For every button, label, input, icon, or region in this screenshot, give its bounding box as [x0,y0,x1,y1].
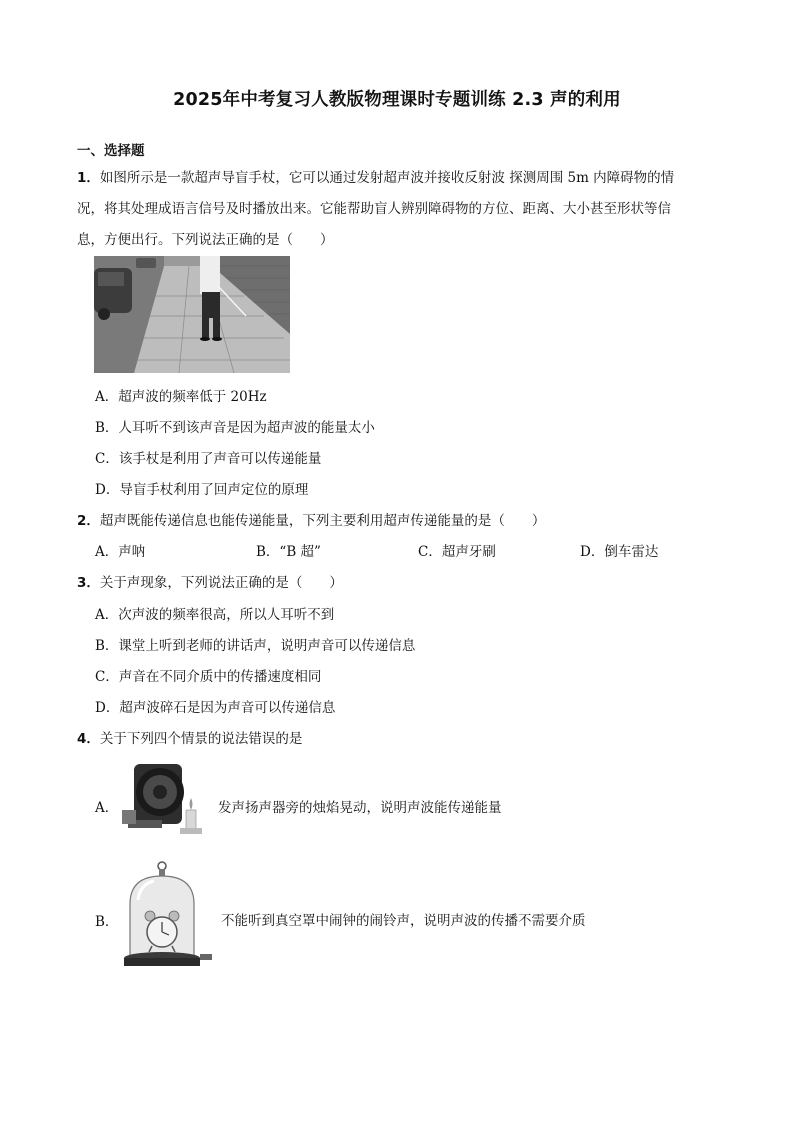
section-heading: 一、选择题 [77,143,145,159]
question-1-text-1: 如图所示是一款超声导盲手杖，它可以通过发射超声波并接收反射波 探测周围 5m 内障碍物的情 [99,170,675,186]
question-2-option-d: D．倒车雷达 [580,544,659,560]
question-2-text: 超声既能传递信息也能传递能量，下列主要利用超声传递能量的是（ ） [99,513,546,529]
question-4-option-b-label: B． [95,914,119,930]
question-3-option-d: D．超声波碎石是因为声音可以传递信息 [95,700,336,716]
page-title: 2025年中考复习人教版物理课时专题训练 2.3 声的利用 [173,90,621,110]
question-3-option-c: C．声音在不同介质中的传播速度相同 [95,669,322,685]
question-1-option-d: D．导盲手杖利用了回声定位的原理 [95,482,309,498]
question-1-line-3: 息，方便出行。下列说法正确的是（ ） [77,232,334,248]
question-3-text: 关于声现象，下列说法正确的是（ ） [99,575,343,591]
question-1-line-2: 况，将其处理成语言信号及时播放出来。它能帮助盲人辨别障碍物的方位、距离、大小甚至形状等信 [77,201,671,217]
question-1-line-1 [77,166,674,186]
question-1-option-a: A．超声波的频率低于 20Hz [95,389,267,405]
question-4-option-b-text: 不能听到真空罩中闹钟的闹铃声，说明声波的传播不需要介质 [221,913,586,929]
question-2-option-c: C．超声牙刷 [418,544,496,560]
question-4-option-a-label: A． [95,800,119,816]
question-1-number: 1． [77,170,100,186]
question-2-option-b: B．“B 超” [256,544,321,560]
question-3-option-a: A．次声波的频率很高，所以人耳听不到 [95,607,335,623]
question-1-option-c: C．该手杖是利用了声音可以传递能量 [95,451,322,467]
question-2-number: 2． [77,513,100,529]
question-3-option-b: B．课堂上听到老师的讲话声，说明声音可以传递信息 [95,638,416,654]
question-3-line [77,571,343,591]
question-4-text: 关于下列四个情景的说法错误的是 [99,731,303,747]
question-4-number: 4． [77,731,100,747]
question-4-line [77,727,302,747]
question-4-option-a-text: 发声扬声器旁的烛焰晃动，说明声波能传递能量 [218,800,502,816]
bell-jar-alarm-clock-illustration [120,860,214,972]
speaker-candle-illustration [120,760,212,838]
question-3-number: 3． [77,575,100,591]
question-2-option-a: A．声呐 [95,544,146,560]
blind-cane-photo [94,256,290,373]
question-2-line [77,509,545,529]
question-1-option-b: B．人耳听不到该声音是因为超声波的能量太小 [95,420,375,436]
